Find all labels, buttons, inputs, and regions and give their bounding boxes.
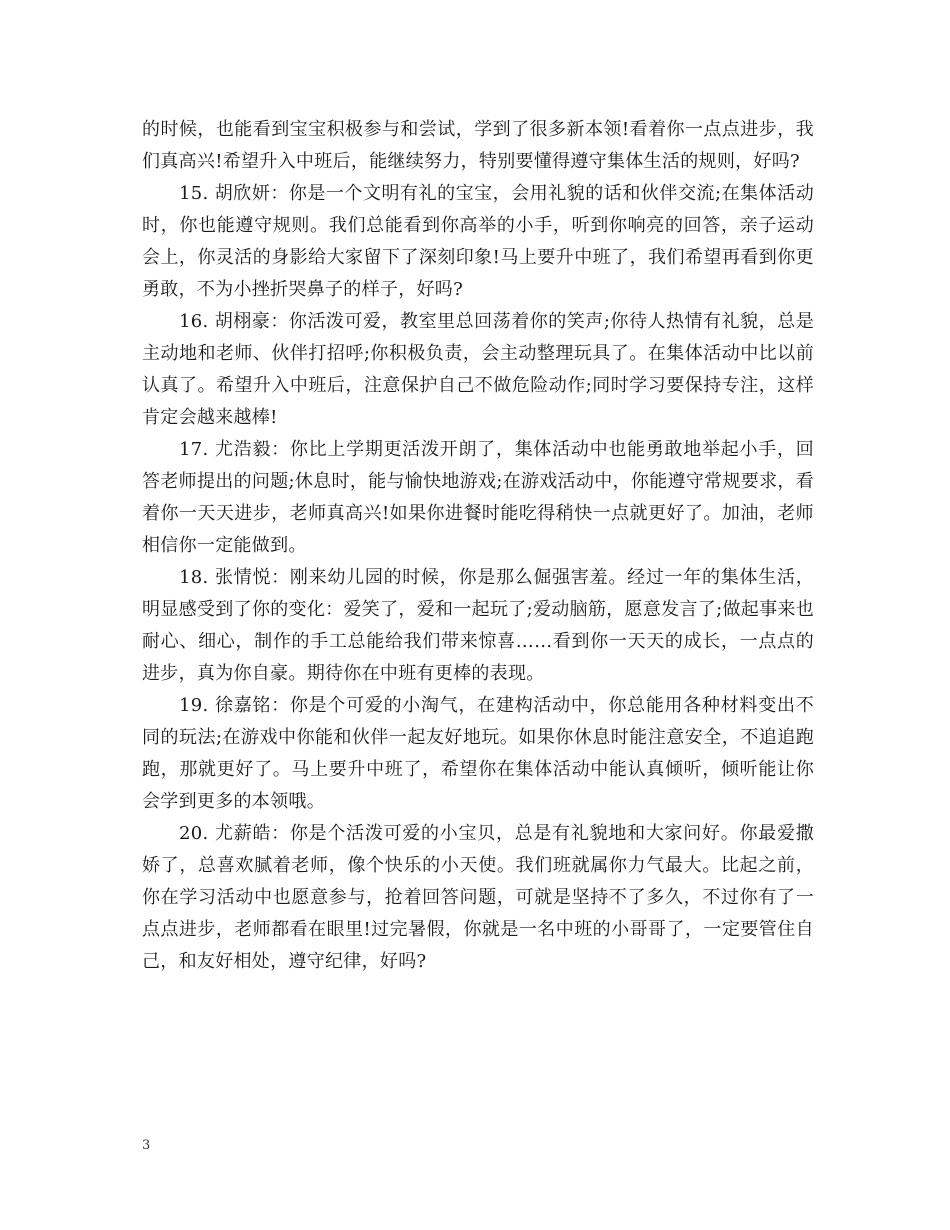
comment-paragraph-18: 18. 张情悦：刚来幼儿园的时候，你是那么倔强害羞。经过一年的集体生活，明显感受到了你的变化：爱笑了，爱和一起玩了;爱动脑筋，愿意发言了;做起事来也耐心、细心，制作的手工总能给我们带来惊喜……看到你一天天的成长，一点点的进步，真为你自豪。期待你在中班有更棒的表现。 <box>142 567 814 684</box>
document-body <box>142 114 814 978</box>
page-number: 3 <box>142 1138 151 1153</box>
comment-paragraph-20: 20. 尤薪皓：你是个活泼可爱的小宝贝，总是有礼貌地和大家问好。你最爱撒娇了，总喜欢腻着老师，像个快乐的小天使。我们班就属你力气最大。比起之前，你在学习活动中也愿意参与，抢着回答问题，可就是坚持不了多久，不过你有了一点点进步，老师都看在眼里!过完暑假，你就是一名中班的小哥哥了，一定要管住自己，和友好相处，遵守纪律，好吗? <box>142 823 814 972</box>
continuation-paragraph: 的时候，也能看到宝宝积极参与和尝试，学到了很多新本领!看着你一点点进步，我们真高兴!希望升入中班后，能继续努力，特别要懂得遵守集体生活的规则，好吗? <box>142 119 814 172</box>
comment-paragraph-15: 15. 胡欣妍：你是一个文明有礼的宝宝，会用礼貌的话和伙伴交流;在集体活动时，你也能遵守规则。我们总能看到你高举的小手，听到你响亮的回答，亲子运动会上，你灵活的身影给大家留下了深刻印象!马上要升中班了，我们希望再看到你更勇敢，不为小挫折哭鼻子的样子，好吗? <box>142 183 814 300</box>
comment-paragraph-16: 16. 胡栩豪：你活泼可爱，教室里总回荡着你的笑声;你待人热情有礼貌，总是主动地和老师、伙伴打招呼;你积极负责，会主动整理玩具了。在集体活动中比以前认真了。希望升入中班后，注意保护自己不做危险动作;同时学习要保持专注，这样肯定会越来越棒! <box>142 311 814 428</box>
comment-paragraph-17: 17. 尤浩毅：你比上学期更活泼开朗了，集体活动中也能勇敢地举起小手，回答老师提出的问题;休息时，能与愉快地游戏;在游戏活动中，你能遵守常规要求，看着你一天天进步，老师真高兴!如果你进餐时能吃得稍快一点就更好了。加油，老师相信你一定能做到。 <box>142 439 814 556</box>
comment-paragraph-19: 19. 徐嘉铭：你是个可爱的小淘气，在建构活动中，你总能用各种材料变出不同的玩法;在游戏中你能和伙伴一起友好地玩。如果你休息时能注意安全，不追追跑跑，那就更好了。马上要升中班了，希望你在集体活动中能认真倾听，倾听能让你会学到更多的本领哦。 <box>142 695 814 812</box>
